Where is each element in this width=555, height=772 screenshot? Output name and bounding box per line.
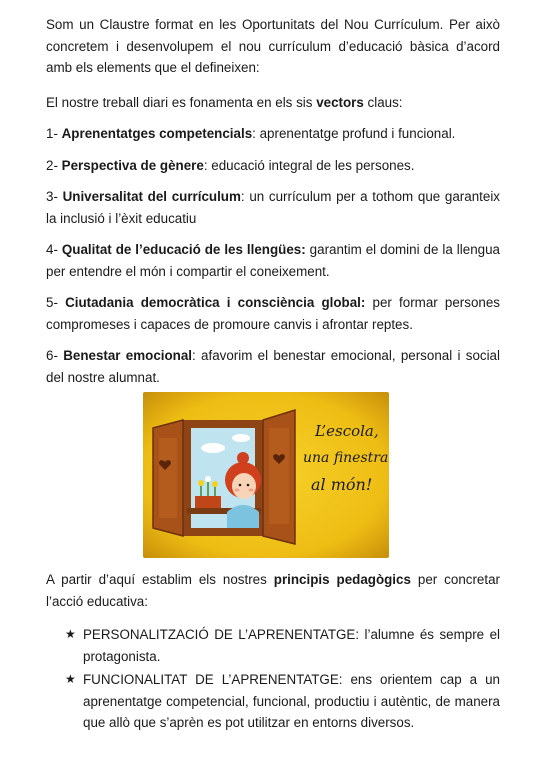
vector-item <box>46 292 500 335</box>
vector-title: Perspectiva de gènere <box>61 157 204 173</box>
intro-paragraph: Som un Claustre format en les Oportunitats del Nou Currículum. Per això concretem i desenvolupem el nou currículum d’educació bàsica d’acord amb els elements que el defineixen: <box>46 17 500 75</box>
vector-title: Universalitat del currículum <box>62 189 241 204</box>
handwritten-line-3: al món! <box>311 475 373 494</box>
vector-title: Ciutadania democràtica i consciència global: <box>65 295 366 310</box>
left-shutter-panel <box>159 438 177 518</box>
vector-item <box>46 123 500 145</box>
vector-number: 4- <box>46 242 62 257</box>
girl-face <box>232 473 256 499</box>
vector-item <box>46 155 500 177</box>
right-shutter-panel <box>269 428 289 524</box>
vector-title: Qualitat de l’educació de les llengües: <box>61 242 306 257</box>
window-illustration-svg <box>143 392 389 558</box>
vector-number: 6- <box>46 348 64 363</box>
principles-keyword: principis pedagògics <box>273 572 411 587</box>
document-page <box>46 14 500 736</box>
vectors-intro-paragraph <box>46 92 500 114</box>
flower-pot <box>195 496 221 510</box>
principles-intro-end: per concretar l’acció educativa: <box>46 572 501 609</box>
vector-description: garantim el domini de la llengua per entendre el món i compartir el coneixement. <box>46 242 500 279</box>
principle-item <box>65 624 500 667</box>
flower-icon <box>205 476 211 482</box>
girl-hair-bun <box>237 452 249 464</box>
principle-text: FUNCIONALITAT DE L’APRENENTATGE: ens orientem cap a un aprenentatge competencial, funcional, productiu i autèntic, de manera que allò que s’aprèn es pot utilitzar en entorns diversos. <box>83 672 500 730</box>
flower-icon <box>212 481 218 487</box>
vector-number: 1- <box>46 126 62 141</box>
window-illustration <box>143 392 389 558</box>
principles-intro-paragraph <box>46 569 500 612</box>
vector-item <box>46 345 500 388</box>
vector-description: : afavorim el benestar emocional, personal i social del nostre alumnat. <box>46 348 500 385</box>
vectors-intro-end: claus: <box>363 94 403 110</box>
vector-description: : un currículum per a tothom que garanteix la inclusió i l’èxit educatiu <box>46 189 500 226</box>
vector-description: per formar persones compromeses i capaces de promoure canvis i afrontar reptes. <box>46 295 500 332</box>
principle-text: PERSONALITZACIÓ DE L’APRENENTATGE: l’alumne és sempre el protagonista. <box>83 627 500 664</box>
vector-title: Aprenentatges competencials <box>61 126 253 141</box>
star-icon: ★ <box>65 627 76 641</box>
handwritten-line-1: L’escola, <box>315 422 379 440</box>
cloud <box>232 434 250 442</box>
vector-description: : aprenentatge profund i funcional. <box>252 126 456 141</box>
principle-item <box>65 669 500 734</box>
vector-description: : educació integral de les persones. <box>203 157 415 173</box>
principles-intro-text: A partir d’aquí establim els nostres <box>46 572 274 587</box>
vectors-keyword: vectors <box>316 94 364 110</box>
vector-number: 5- <box>46 295 66 310</box>
vector-item <box>46 239 500 282</box>
cloud <box>201 443 225 453</box>
vector-title: Benestar emocional <box>63 348 193 363</box>
vector-number: 3- <box>46 189 63 204</box>
vector-number: 2- <box>46 157 62 173</box>
flower-icon <box>198 480 204 486</box>
vector-item <box>46 186 500 229</box>
handwritten-line-2: una finestra <box>303 450 389 466</box>
principles-list <box>46 624 500 734</box>
vectors-intro-text: El nostre treball diari es fonamenta en els sis <box>46 94 317 110</box>
star-icon: ★ <box>65 672 76 686</box>
